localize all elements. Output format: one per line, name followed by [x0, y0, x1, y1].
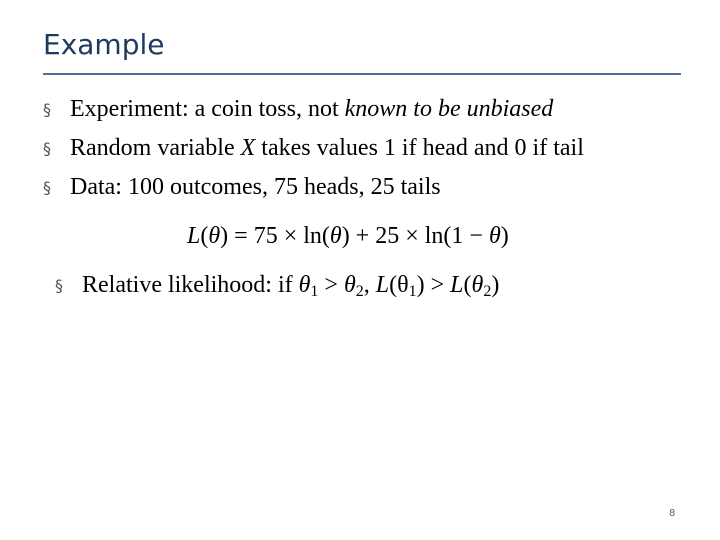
rl-text: ) > [416, 272, 451, 298]
rl-L: L [375, 272, 390, 298]
page-number: 8 [669, 508, 676, 519]
formula-part: ) + 25 × ln(1 − [341, 223, 489, 249]
rl-text: (θ [389, 272, 409, 298]
title-divider [43, 73, 681, 75]
bullet-text: takes values 1 if head and 0 if tail [255, 135, 584, 161]
formula-L: L [187, 223, 201, 249]
bullet-text: Random variable [70, 135, 241, 161]
rl-theta: θ [471, 272, 484, 298]
bullet-marker-icon: § [55, 276, 63, 295]
bullet-random-variable [43, 129, 584, 168]
rl-subscript: 1 [408, 283, 417, 300]
rl-text: ) [491, 272, 500, 298]
formula-theta: θ [329, 223, 342, 249]
rl-theta: θ [298, 272, 311, 298]
rl-theta: θ [343, 272, 356, 298]
rl-L: L [450, 272, 464, 298]
bullet-marker-icon: § [43, 178, 51, 197]
formula-part: ( [200, 223, 209, 249]
rl-text: > [318, 272, 344, 298]
formula-part: ) [500, 223, 509, 249]
rl-text: Relative likelihood: if [82, 272, 299, 298]
formula-part: ) [220, 223, 229, 249]
bullet-data [43, 168, 584, 207]
rl-text: , [363, 272, 376, 298]
rl-subscript: 1 [310, 283, 319, 300]
bullet-text-emphasis: known to be unbiased [344, 96, 554, 122]
bullet-marker-icon: § [43, 100, 51, 119]
rl-subscript: 2 [483, 283, 492, 300]
rl-text: ( [463, 272, 472, 298]
slide-title: Example [43, 28, 165, 61]
formula-part: = 75 × ln( [228, 223, 330, 249]
variable-x: X [240, 135, 256, 161]
rl-subscript: 2 [355, 283, 364, 300]
bullet-list [43, 90, 584, 207]
bullet-text: Experiment: a coin toss, not [70, 96, 345, 122]
bullet-text: Data: 100 outcomes, 75 heads, 25 tails [70, 174, 441, 200]
formula-theta: θ [488, 223, 501, 249]
formula-theta: θ [208, 223, 221, 249]
bullet-relative-likelihood [55, 266, 499, 305]
bullet-marker-icon: § [43, 139, 51, 158]
likelihood-formula [187, 223, 509, 250]
bullet-experiment [43, 90, 584, 129]
